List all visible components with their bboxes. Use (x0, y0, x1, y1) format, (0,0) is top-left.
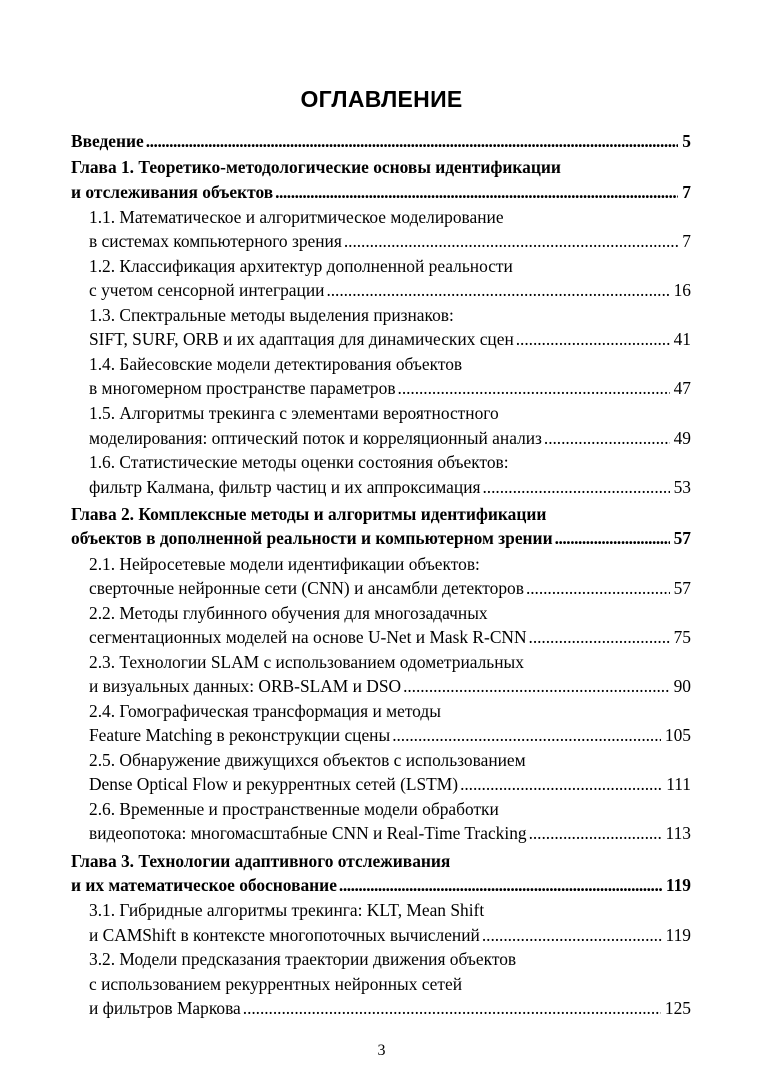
toc-entry-last-line (89, 376, 691, 400)
dot-leader (339, 873, 662, 897)
dot-leader (544, 426, 670, 450)
toc-entry-last-line (89, 821, 691, 845)
toc-page-number: 75 (673, 626, 691, 647)
toc-section-entry[interactable] (71, 303, 691, 352)
toc-entry-line: 3.2. Модели предсказания траектории движения объектов (89, 949, 517, 970)
toc-entry-line: 2.3. Технологии SLAM с использованием одометриальных (89, 651, 524, 672)
toc-section-entry[interactable] (71, 401, 691, 450)
toc-entry-text: и CAMShift в контексте многопоточных вычислений (89, 924, 480, 945)
toc-entry-text: Feature Matching в реконструкции сцены (89, 725, 391, 746)
toc-entry-text: сегментационных моделей на основе U-Net и Mask R-CNN (89, 626, 527, 647)
toc-entry-text: и визуальных данных: ORB-SLAM и DSO (89, 676, 402, 697)
toc-entry-last-line (89, 674, 691, 698)
toc-chapter-entry[interactable] (71, 155, 691, 204)
toc-entry-text: Введение (71, 131, 144, 151)
toc-entry-last-line (89, 723, 691, 747)
toc-entry-last-line (89, 772, 691, 796)
toc-entry-text: и их математическое обоснование (71, 874, 337, 895)
toc-entry-line: 2.1. Нейросетевые модели идентификации объектов: (89, 553, 480, 574)
toc-section-entry[interactable] (71, 205, 691, 254)
dot-leader (344, 229, 678, 253)
toc-page-number: 49 (673, 427, 691, 448)
toc-entry-last-line (71, 180, 691, 204)
toc-entry-line: Глава 1. Теоретико-методологические основы идентификации (71, 157, 561, 178)
toc-entry-line: 2.5. Обнаружение движущихся объектов с использованием (89, 749, 526, 770)
toc-section-entry[interactable] (71, 699, 691, 748)
toc-chapter-entry[interactable] (71, 502, 691, 551)
toc-page-number: 57 (673, 577, 691, 598)
toc-section-entry[interactable] (71, 254, 691, 303)
toc-section-entry[interactable] (71, 601, 691, 650)
toc-section-entry[interactable] (71, 352, 691, 401)
dot-leader (529, 625, 670, 649)
toc-page-number: 119 (665, 924, 691, 945)
toc-chapter-entry[interactable] (71, 849, 691, 898)
toc-section-entry[interactable] (71, 898, 691, 947)
toc-entry-text: фильтр Калмана, фильтр частиц и их аппроксимация (89, 476, 481, 497)
toc-entry-line: 3.1. Гибридные алгоритмы трекинга: KLT, Mean Shift (89, 900, 485, 921)
toc-page-number: 16 (673, 280, 691, 301)
dot-leader (403, 674, 670, 698)
toc-section-entry[interactable] (71, 552, 691, 601)
toc-page-number: 53 (673, 476, 691, 497)
toc-entry-line: Глава 3. Технологии адаптивного отслеживания (71, 850, 451, 871)
toc-section-entry[interactable] (71, 947, 691, 1020)
toc-page-number: 119 (665, 874, 691, 895)
toc-entry-text: и отслеживания объектов (71, 181, 274, 202)
toc-page-number: 90 (673, 676, 691, 697)
toc-entry-last-line (89, 625, 691, 649)
toc-entry-text: видеопотока: многомасштабные CNN и Real-Time Tracking (89, 823, 527, 844)
toc-page-number: 111 (666, 774, 691, 795)
toc-section-entry[interactable] (71, 748, 691, 797)
dot-leader (326, 278, 669, 302)
toc-page-number: 47 (673, 378, 691, 399)
toc-page-number: 41 (673, 329, 691, 350)
toc-entry-last-line (89, 475, 691, 499)
toc-entry-line: 2.4. Гомографическая трансформация и методы (89, 700, 441, 721)
table-of-contents (71, 129, 691, 1020)
toc-page-number: 125 (664, 997, 691, 1018)
toc-page-number: 7 (682, 231, 691, 252)
dot-leader (243, 996, 661, 1020)
dot-leader (460, 772, 662, 796)
dot-leader (275, 180, 678, 204)
dot-leader (398, 376, 670, 400)
toc-entry-last-line (89, 426, 691, 450)
dot-leader (482, 923, 662, 947)
toc-entry-line: 2.6. Временные и пространственные модели обработки (89, 799, 499, 820)
toc-entry-last-line (89, 327, 691, 351)
toc-section-entry[interactable] (71, 650, 691, 699)
toc-entry-line: 1.5. Алгоритмы трекинга с элементами вероятностного (89, 403, 499, 424)
toc-entry-last-line (89, 576, 691, 600)
toc-entry-text: в системах компьютерного зрения (89, 231, 342, 252)
toc-entry-line: 2.2. Методы глубинного обучения для многозадачных (89, 602, 488, 623)
toc-entry-text: SIFT, SURF, ORB и их адаптация для динамических сцен (89, 329, 514, 350)
toc-entry-last-line (71, 129, 691, 153)
toc-entry-line: 1.6. Статистические методы оценки состояния объектов: (89, 452, 509, 473)
toc-entry-last-line (89, 996, 691, 1020)
toc-page-number: 7 (682, 181, 691, 202)
dot-leader (555, 526, 670, 550)
toc-entry-text: с учетом сенсорной интеграции (89, 280, 325, 301)
dot-leader (146, 129, 679, 153)
toc-chapter-entry[interactable] (71, 129, 691, 153)
toc-entry-text: сверточные нейронные сети (CNN) и ансамбли детекторов (89, 577, 524, 598)
toc-entry-text: Dense Optical Flow и рекуррентных сетей (LSTM) (89, 774, 459, 795)
toc-page-number: 113 (665, 823, 691, 844)
toc-entry-last-line (71, 526, 691, 550)
toc-page-number: 105 (664, 725, 691, 746)
toc-entry-text: моделирования: оптический поток и корреляционный анализ (89, 427, 542, 448)
toc-entry-text: в многомерном пространстве параметров (89, 378, 396, 399)
toc-entry-last-line (89, 229, 691, 253)
toc-entry-line: 1.3. Спектральные методы выделения признаков: (89, 305, 454, 326)
dot-leader (526, 576, 670, 600)
toc-page-number: 57 (673, 528, 691, 549)
toc-section-entry[interactable] (71, 450, 691, 499)
toc-entry-line: Глава 2. Комплексные методы и алгоритмы идентификации (71, 503, 547, 524)
page-number: 3 (377, 1042, 386, 1059)
toc-page-number: 5 (682, 131, 691, 151)
toc-section-entry[interactable] (71, 797, 691, 846)
dot-leader (516, 327, 670, 351)
dot-leader (483, 475, 670, 499)
dot-leader (529, 821, 662, 845)
toc-entry-last-line (89, 278, 691, 302)
toc-entry-text: и фильтров Маркова (89, 997, 241, 1018)
page-title: ОГЛАВЛЕНИЕ (300, 86, 463, 112)
dot-leader (392, 723, 661, 747)
toc-entry-line: 1.4. Байесовские модели детектирования объектов (89, 354, 463, 375)
toc-entry-line: 1.2. Классификация архитектур дополненной реальности (89, 255, 513, 276)
toc-entry-line: с использованием рекуррентных нейронных сетей (89, 973, 463, 994)
toc-entry-last-line (89, 923, 691, 947)
toc-entry-line: 1.1. Математическое и алгоритмическое моделирование (89, 206, 504, 227)
toc-entry-text: объектов в дополненной реальности и компьютерном зрении (71, 528, 553, 549)
toc-entry-last-line (71, 873, 691, 897)
